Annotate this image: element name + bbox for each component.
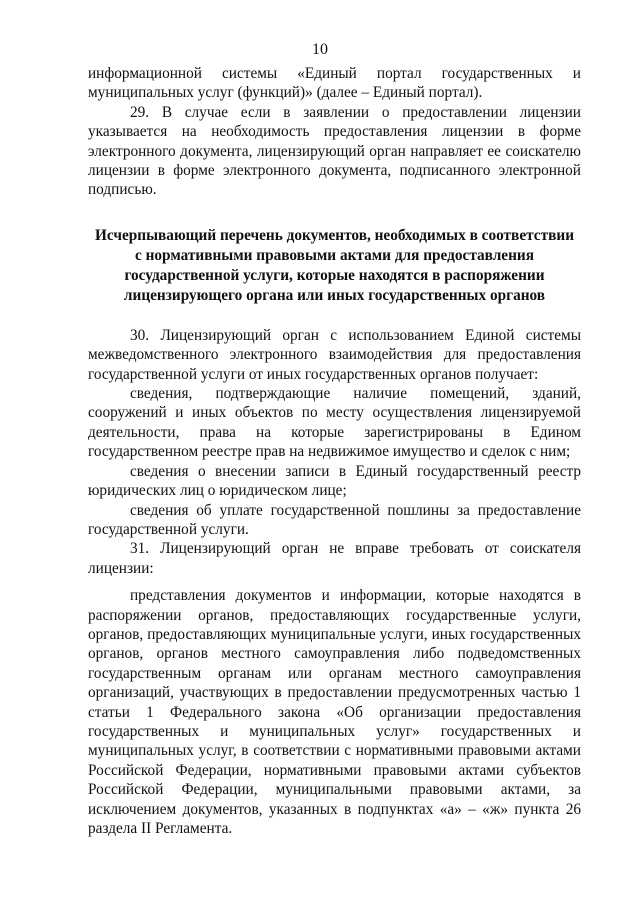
page-number: 10: [312, 41, 328, 58]
paragraph-item-31: 31. Лицензирующий орган не вправе требовать от соискателя лицензии:: [88, 540, 581, 577]
paragraph-item-29: 29. В случае если в заявлении о предоставлении лицензии указывается на необходимость предоставления лицензии в форме электронного документа, лицензирующий орган направляет ее соискателю лицензии в форме электронного документа, подписанного электронной подписью.: [88, 103, 581, 199]
paragraph-list-entry: сведения, подтверждающие наличие помещений, зданий, сооружений и иных объектов по месту осуществления лицензируемой деятельности, права на которые зарегистрированы в Едином государственном реестре прав на недвижимое имущество и сделок с ним;: [88, 385, 581, 461]
heading-line: Исчерпывающий перечень документов, необходимых в соответствии: [94, 226, 575, 244]
heading-line: с нормативными правовыми актами для предоставления: [134, 246, 535, 264]
paragraph-list-entry: сведения о внесении записи в Единый государственный реестр юридических лиц о юридическом лице;: [88, 462, 581, 500]
paragraph-item-30: 30. Лицензирующий орган с использованием Единой системы межведомственного электронного взаимодействия для предоставления государственной услуги от иных государственных органов получает:: [88, 326, 581, 383]
section-heading: [88, 226, 581, 306]
paragraph-continuation: информационной системы «Единый портал государственных и муниципальных услуг (функций)» (далее – Единый портал).: [88, 65, 581, 102]
heading-line: лицензирующего органа или иных государственных органов: [123, 286, 546, 304]
document-body: [88, 64, 581, 838]
paragraph-list-entry: представления документов и информации, которые находятся в распоряжении органов, предоставляющих государственные услуги, органов, предоставляющих муниципальные услуги, иных государственных органов, органов местного самоуправления либо подведомственных государственным органам или органам местного самоуправления организаций, участвующих в предоставлении предусмотренных частью 1 статьи 1 Федерального закона «Об организации предоставления государственных и муниципальных услуг» государственных и муниципальных услуг, в соответствии с нормативными правовыми актами Российской Федерации, нормативными правовыми актами субъектов Российской Федерации, муниципальными правовыми актами, за исключением документов, указанных в подпунктах «а» – «ж» пункта 26 раздела II Регламента.: [88, 587, 581, 837]
heading-line: государственной услуги, которые находятся в распоряжении: [124, 266, 545, 284]
paragraph-list-entry: сведения об уплате государственной пошлины за предоставление государственной услуги.: [88, 501, 581, 538]
